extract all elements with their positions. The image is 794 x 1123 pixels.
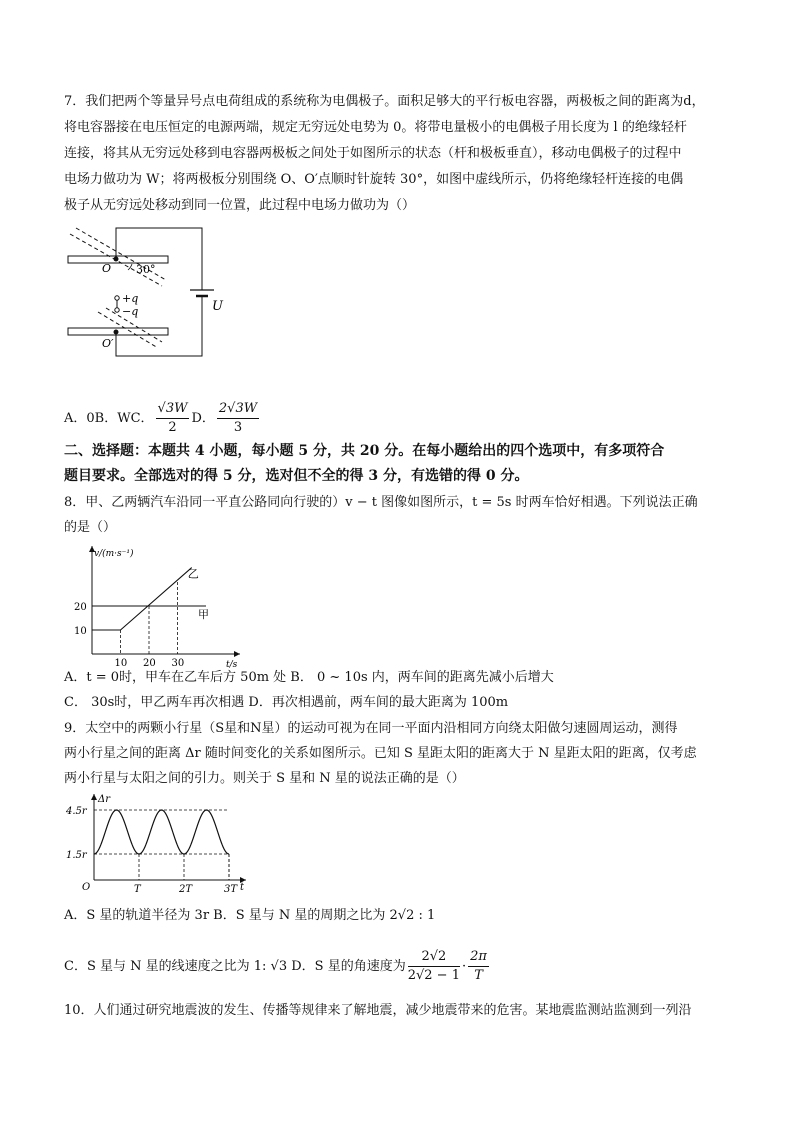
q9-line-3: 两小行星与太阳之间的引力。则关于 S 星和 N 星的说法正确的是（） [64, 771, 465, 786]
x-tick-label: 20 [143, 658, 156, 668]
y-tick-label: 1.5r [66, 850, 87, 861]
x-axis-label: t [240, 882, 245, 893]
vt-chart [64, 540, 244, 668]
q9-options-cd: C．S 星与 N 星的线速度之比为 1: √3 D．S 星的角速度为 $\frac{2√2}{2√2 - 1}$ · $\frac{2\pi}{T}$ [64, 949, 487, 983]
label-plus-q: +q [122, 292, 139, 305]
series-label-jia: 甲 [198, 608, 209, 621]
q7-option-a: A．0 [64, 411, 95, 426]
q7-option-c: C． [130, 411, 154, 426]
q9-line-2: 两小行星之间的距离 Δr 随时间变化的关系如图所示。已知 S 星距太阳的距离大于 N 星距太阳的距离，仅考虑 [64, 746, 697, 761]
q9-line-1: 9．太空中的两颗小行星（S星和N星）的运动可视为在同一平面内沿相同方向绕太阳做匀速圆周运动，测得 [64, 721, 678, 736]
q8-options-ab: A．t = 0时，甲车在乙车后方 50m 处 B． 0 ~ 10s 内，两车间的距离先减小后增大 [64, 670, 554, 685]
q7-line-3: 连接，将其从无穷远处移到电容器两极板之间处于如图所示的状态（杆和极板垂直），移动电偶极子的过程中 [64, 146, 682, 161]
q7-option-b: B．W [94, 411, 131, 426]
q8-line-1: 8．甲、乙两辆汽车沿同一平直公路同向行驶的）v − t 图像如图所示，t = 5s 时两车恰好相遇。下列说法正确 [64, 495, 698, 510]
q7-option-d: D． [191, 411, 215, 426]
q7-option-c-fraction: $\frac{√3W}{2}$ [157, 401, 188, 435]
x-tick-label: T [134, 884, 141, 894]
q7-line-5: 极子从无穷远处移动到同一位置，此过程中电场力做功为（） [64, 198, 416, 213]
y-tick-label: 20 [74, 602, 87, 613]
q7-line-1: 7．我们把两个等量异号点电荷组成的系统称为电偶极子。面积足够大的平行板电容器，两极板之间的距离为d， [64, 94, 705, 109]
q9-option-d-fraction-2: $\frac{2\pi}{T}$ [470, 949, 487, 983]
angle-label: 30° [136, 263, 156, 276]
pivot-o-prime [114, 330, 119, 335]
series-label-yi: 乙 [187, 567, 199, 581]
y-axis-label: v/(m·s⁻¹) [94, 549, 134, 559]
q7-line-2: 将电容器接在电压恒定的电源两端，规定无穷远处电势为 0。将带电量极小的电偶极子用长度为 l 的绝缘轻杆 [64, 120, 687, 135]
series-line-yi [92, 568, 192, 630]
q7-line-4: 电场力做功为 W；将两极板分别围绕 O、O′点顺时针旋转 30°，如图中虚线所示，仍将绝缘轻杆连接的电偶 [64, 172, 684, 187]
x-axis-arrow [234, 651, 240, 657]
x-tick-label: 2T [179, 884, 193, 894]
x-axis-label: t/s [226, 660, 238, 668]
label-minus-q: −q [122, 305, 139, 318]
section-2-heading-line-1: 二、选择题：本题共 4 小题，每小题 5 分，共 20 分。在每小题给出的四个选项中，有多项符合 [64, 443, 665, 459]
q10-line-1: 10．人们通过研究地震波的发生、传播等规律来了解地震，减少地震带来的危害。某地震监测站监测到一列沿 [64, 1003, 692, 1018]
voltage-label: U [212, 299, 223, 314]
y-tick-label: 10 [74, 626, 87, 637]
label-o: O [102, 262, 112, 275]
q8-options-cd: C． 30s时，甲乙两车再次相遇 D．再次相遇前，两车间的最大距离为 100m [64, 695, 509, 710]
section-2-heading-line-2: 题目要求。全部选对的得 5 分，选对但不全的得 3 分，有选错的得 0 分。 [64, 468, 529, 484]
q9-options-ab: A．S 星的轨道半径为 3r B．S 星与 N 星的周期之比为 2√2 : 1 [64, 908, 436, 923]
q9-option-d: D．S 星的角速度为 [291, 959, 406, 974]
capacitor-diagram [62, 224, 232, 364]
dipole-plus-charge [115, 296, 119, 300]
y-axis-arrow [91, 794, 97, 800]
x-tick-label: 30 [171, 658, 185, 668]
circuit-wire-top [116, 228, 202, 290]
rotated-top-plate [70, 228, 166, 286]
delta-r-chart [64, 790, 250, 894]
q7-option-d-fraction: $\frac{2√3W}{3}$ [218, 401, 258, 435]
y-tick-label: 4.5r [66, 806, 87, 817]
pivot-o [114, 257, 119, 262]
delta-r-curve [94, 810, 229, 854]
origin-label: O [82, 882, 91, 893]
dipole-minus-charge [115, 308, 119, 312]
x-tick-label: 10 [114, 658, 128, 668]
q9-option-d-fraction-1: $\frac{2√2}{2√2 - 1}$ [407, 949, 460, 983]
y-axis-label: Δr [98, 794, 111, 805]
label-o-prime: O′ [102, 337, 114, 350]
q7-options [64, 400, 261, 437]
q8-line-2: 的是（） [64, 520, 117, 535]
q9-option-c: C．S 星与 N 星的线速度之比为 1: √3 [64, 959, 288, 974]
x-tick-label: 3T [224, 884, 238, 894]
